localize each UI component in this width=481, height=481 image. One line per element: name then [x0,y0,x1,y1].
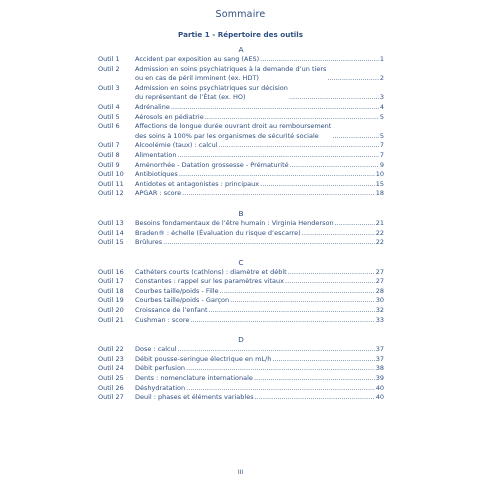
entry-title: Débit perfusion [135,364,186,373]
dot-leader [290,161,379,171]
entry-page-number: 27 [375,267,384,276]
dot-leader [332,132,379,142]
toc-entry[interactable] [98,151,384,161]
entry-title: Dose : calcul [135,345,177,354]
dot-leader [260,180,375,190]
entry-title: Adrénaline [135,102,170,111]
entry-page-number: 27 [375,277,384,286]
entry-number: Outil 1 [98,55,120,63]
entry-title: Courbes taille/poids - Fille [135,286,219,295]
page-title: Sommaire [215,9,266,20]
toc-entry[interactable] [98,364,384,374]
entry-page-number: 21 [375,218,384,227]
dot-leader [335,219,375,229]
entry-number: Outil 22 [98,345,124,354]
entry-page-number: 39 [375,374,384,383]
section-letter: B [238,208,244,218]
entry-page-number: 5 [379,131,384,140]
entry-number: Outil 11 [98,179,124,188]
entry-title: Aérosols en pédiatrie [135,112,204,121]
toc-entry[interactable] [98,384,384,394]
entry-number: Outil 12 [98,189,124,198]
dot-leader [254,374,375,384]
table-of-contents [98,45,384,403]
entry-number: Outil 18 [98,286,124,295]
dot-leader [178,345,375,355]
toc-entry[interactable] [98,374,384,384]
entry-number: Outil 4 [98,102,120,111]
toc-entry[interactable] [98,316,384,326]
entry-title: Dents : nomenclature internationale [135,374,253,383]
entry-title: Déshydratation [135,383,186,392]
dot-leader [186,384,375,394]
entry-title: Braden® : échelle (Évaluation du risque d’escarre) [135,228,301,237]
entry-number: Outil 20 [98,306,124,315]
section-letter: C [238,257,244,267]
toc-entry[interactable] [98,219,384,229]
entry-number: Outil 9 [98,160,120,169]
toc-entry[interactable] [98,103,384,113]
toc-entry[interactable] [98,277,384,287]
toc-entry[interactable] [98,306,384,316]
entry-title: Alcoolémie (taux) : calcul [135,141,218,150]
entry-page-number: 30 [375,296,384,305]
entry-number: Outil 8 [98,150,120,159]
entry-number: Outil 14 [98,228,124,237]
entry-title: Cathéters courts (cathlons) : diamètre et débit [135,267,287,276]
entry-page-number: 33 [375,315,384,324]
entry-number: Outil 26 [98,383,124,392]
entry-number: Outil 17 [98,277,124,286]
entry-title: Besoins fondamentaux de l’être humain : Virginia Henderson [135,218,334,227]
dot-leader [288,268,375,278]
entry-number: Outil 16 [98,267,124,276]
entry-page-number: 9 [379,160,384,169]
entry-number: Outil 13 [98,218,124,227]
entry-title: Accident par exposition au sang (AES) [135,55,260,63]
dot-leader [190,316,374,326]
entry-title: Aménorrhée - Datation grossesse - Prématurité [135,160,289,169]
entry-number: Outil 5 [98,112,120,121]
toc-entry[interactable] [98,122,384,141]
entry-title: Brûlures [135,238,163,247]
entry-title: Courbes taille/poids - Garçon [135,296,230,305]
dot-leader [209,306,375,316]
dot-leader [327,74,378,84]
entry-number: Outil 3 [98,83,120,92]
entry-number: Outil 21 [98,315,124,324]
dot-leader [178,151,379,161]
entry-title: Deuil : phases et éléments variables [135,393,254,402]
dot-leader [289,93,379,103]
entry-title: Alimentation [135,150,177,159]
entry-title: Débit pousse-seringue électrique en mL/h [135,354,272,363]
entry-page-number: 1 [379,55,384,63]
dot-leader [255,393,375,403]
toc-entry[interactable] [98,55,384,65]
toc-entry[interactable] [98,268,384,278]
entry-page-number: 40 [375,383,384,392]
entry-number: Outil 24 [98,364,124,373]
toc-entry[interactable] [98,65,384,84]
entry-page-number: 7 [379,150,384,159]
entry-number: Outil 25 [98,374,124,383]
entry-number: Outil 2 [98,64,120,73]
entry-page-number: 3 [379,93,384,102]
dot-leader [182,189,375,199]
entry-page-number: 22 [375,228,384,237]
toc-entry[interactable] [98,84,384,103]
entry-title: Constantes : rappel sur les paramètres vitaux [135,277,284,286]
page-folio: III [237,469,244,476]
dot-leader [285,277,375,287]
toc-entry[interactable] [98,345,384,355]
toc-entry[interactable] [98,296,384,306]
entry-number: Outil 15 [98,238,124,247]
dot-leader [179,170,375,180]
dot-leader [205,113,379,123]
entry-page-number: 5 [379,112,384,121]
entry-page-number: 22 [375,238,384,247]
dot-leader [230,296,375,306]
entry-page-number: 7 [379,141,384,150]
entry-page-number: 28 [375,286,384,295]
toc-entry[interactable] [98,393,384,403]
dot-leader [163,238,375,248]
toc-entry[interactable] [98,229,384,239]
entry-title: Antidotes et antagonistes : principaux [135,179,260,188]
toc-entry[interactable] [98,287,384,297]
dot-leader [219,141,379,151]
section-letter: A [238,45,244,54]
toc-entry[interactable] [98,113,384,123]
entry-page-number: 15 [375,179,384,188]
entry-title: Affections de longue durée ouvrant droit au remboursement des soins à 100% par les organismes de sécurité sociale [135,122,332,140]
dot-leader [186,364,375,374]
entry-title: Croissance de l’enfant [135,306,208,315]
entry-title: APGAR : score [135,189,182,198]
entry-title: Cushman : score [135,315,190,324]
entry-number: Outil 19 [98,296,124,305]
entry-page-number: 2 [379,74,384,83]
entry-page-number: 10 [375,170,384,179]
toc-entry[interactable] [98,180,384,190]
section-letter: D [238,335,244,345]
toc-entry[interactable] [98,238,384,248]
entry-title: Admission en soins psychiatriques à la demande d’un tiers ou en cas de péril imminent (ex. HDT) [135,64,327,83]
entry-page-number: 37 [375,354,384,363]
entry-page-number: 4 [379,102,384,111]
entry-number: Outil 6 [98,122,120,131]
part-heading: Partie 1 - Répertoire des outils [178,30,303,39]
entry-page-number: 40 [375,393,384,402]
entry-page-number: 38 [375,364,384,373]
toc-entry[interactable] [98,170,384,180]
entry-number: Outil 7 [98,141,120,150]
entry-number: Outil 10 [98,170,124,179]
toc-entry[interactable] [98,161,384,171]
dot-leader [171,103,379,113]
toc-entry[interactable] [98,355,384,365]
entry-page-number: 18 [375,189,384,198]
dot-leader [220,287,375,297]
entry-page-number: 37 [375,345,384,354]
toc-entry[interactable] [98,189,384,199]
dot-leader [302,229,375,239]
entry-title: Antibiotiques [135,170,178,179]
entry-title: Admission en soins psychiatriques sur décision du représentant de l’État (ex. HO) [135,83,288,102]
toc-entry[interactable] [98,141,384,151]
dot-leader [272,355,374,365]
entry-number: Outil 27 [98,393,124,402]
entry-number: Outil 23 [98,354,124,363]
entry-page-number: 32 [375,306,384,315]
dot-leader [260,55,379,65]
